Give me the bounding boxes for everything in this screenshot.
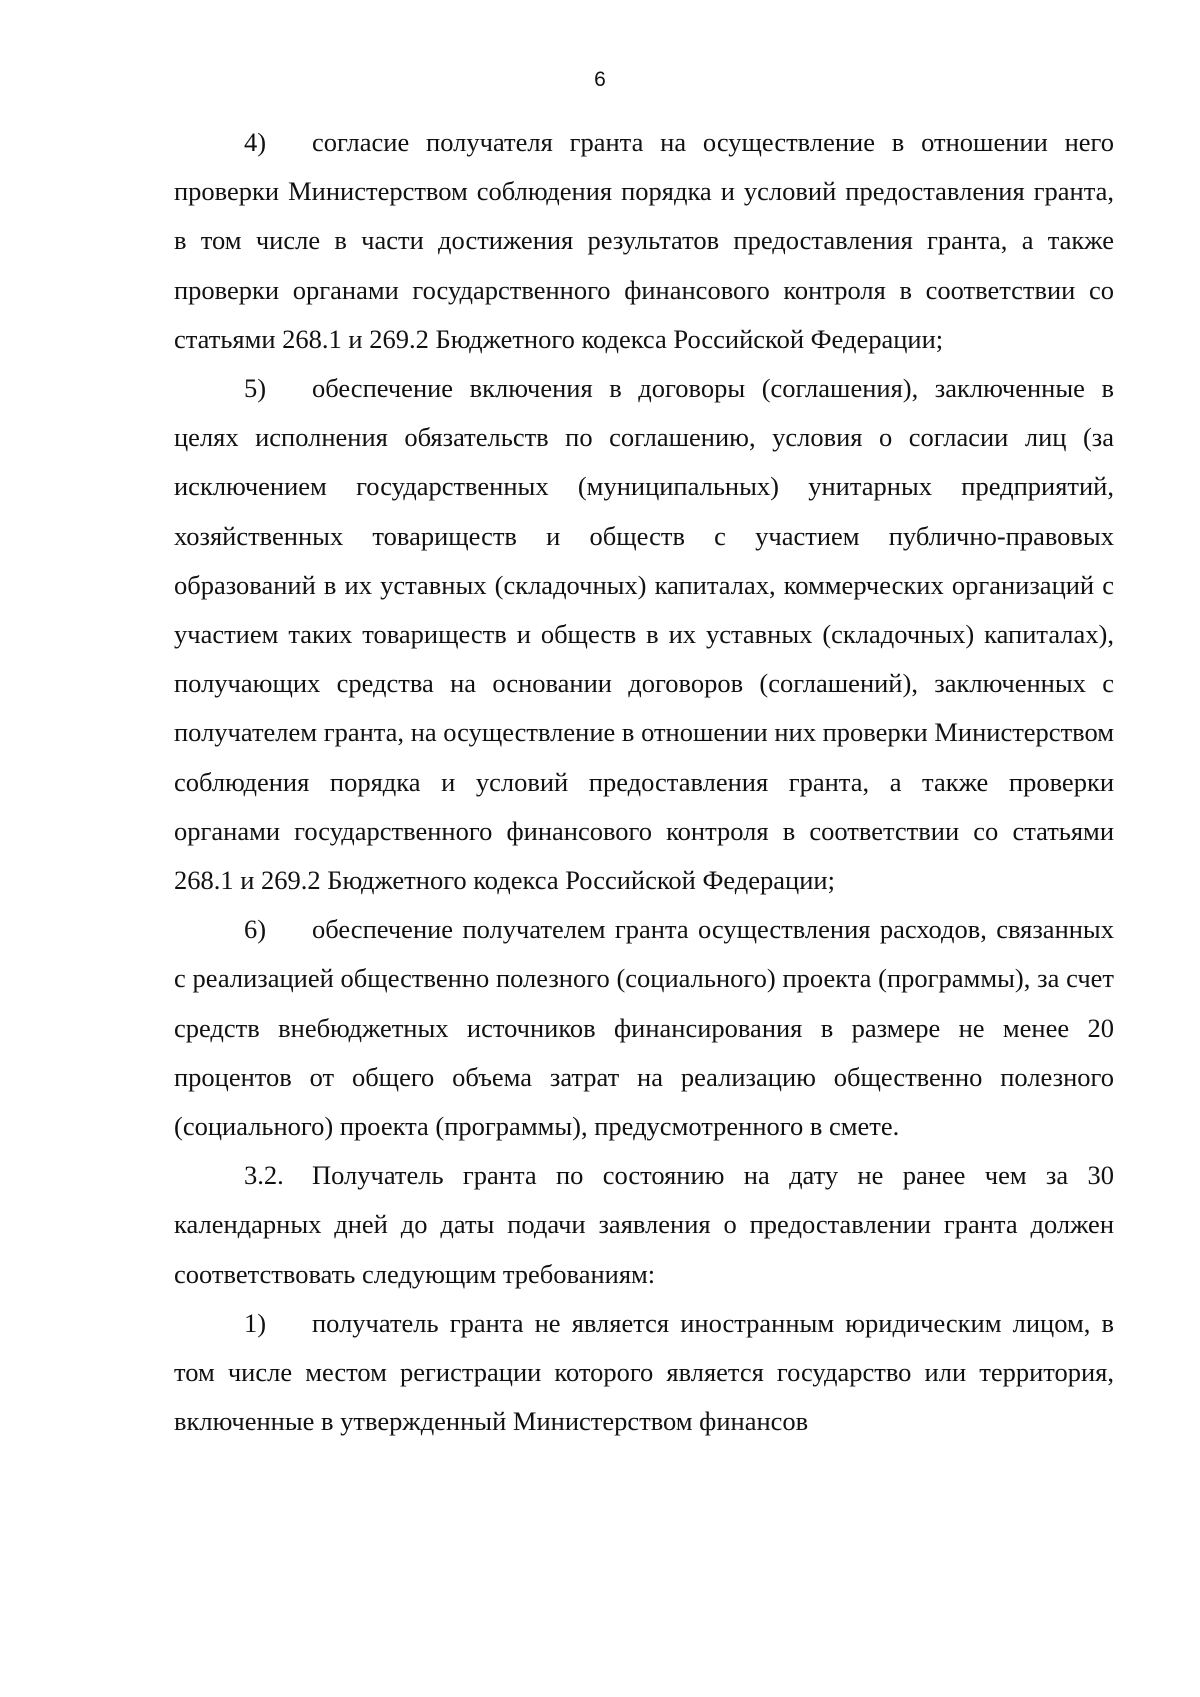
paragraph-item-5 (174, 364, 1114, 905)
paragraph-text: обеспечение включения в договоры (соглашения), заключенные в целях исполнения обязательств по соглашению, условия о согласии лиц (за исключением государственных (муниципальных) унитарных предприятий, хозяйственных товариществ и обществ с участием публично-правовых образований в их уставных (складочных) капиталах, коммерческих организаций с участием таких товариществ и обществ в их уставных (складочных) капиталах), получающих средства на основании договоров (соглашений), заключенных с получателем гранта, на осуществление в отношении них проверки Министерством соблюдения порядка и условий предоставления гранта, а также проверки органами государственного финансового контроля в соответствии со статьями 268.1 и 269.2 Бюджетного кодекса Российской Федерации; (174, 373, 1114, 896)
item-number: 1) (244, 1307, 267, 1338)
document-body (174, 118, 1114, 1446)
paragraph-text: обеспечение получателем гранта осуществления расходов, связанных с реализацией общественно полезного (социального) проекта (программы), за счет средств внебюджетных источников финансирования в размере не менее 20 процентов от общего объема затрат на реализацию общественно полезного (социального) проекта (программы), предусмотренного в смете. (174, 914, 1114, 1142)
item-number: 5) (244, 373, 267, 404)
paragraph-item-6 (174, 905, 1114, 1151)
paragraph-text: согласие получателя гранта на осуществление в отношении него проверки Министерством соблюдения порядка и условий предоставления гранта, в том числе в части достижения результатов предоставления гранта, а также проверки органами государственного финансового контроля в соответствии со статьями 268.1 и 269.2 Бюджетного кодекса Российской Федерации; (174, 127, 1114, 354)
paragraph-item-1 (174, 1299, 1114, 1447)
section-number: 3.2. (244, 1160, 284, 1191)
item-number: 6) (244, 914, 267, 945)
paragraph-text: получатель гранта не является иностранным юридическим лицом, в том числе местом регистрации которого является государство или территория, включенные в утвержденный Министерством финансов (174, 1307, 1114, 1437)
paragraph-item-4 (174, 118, 1114, 364)
paragraph-text: Получатель гранта по состоянию на дату не ранее чем за 30 календарных дней до даты подачи заявления о предоставлении гранта должен соответствовать следующим требованиям: (174, 1160, 1114, 1289)
page-number: 6 (594, 68, 606, 91)
section-3-2 (174, 1151, 1114, 1299)
item-number: 4) (244, 127, 267, 157)
